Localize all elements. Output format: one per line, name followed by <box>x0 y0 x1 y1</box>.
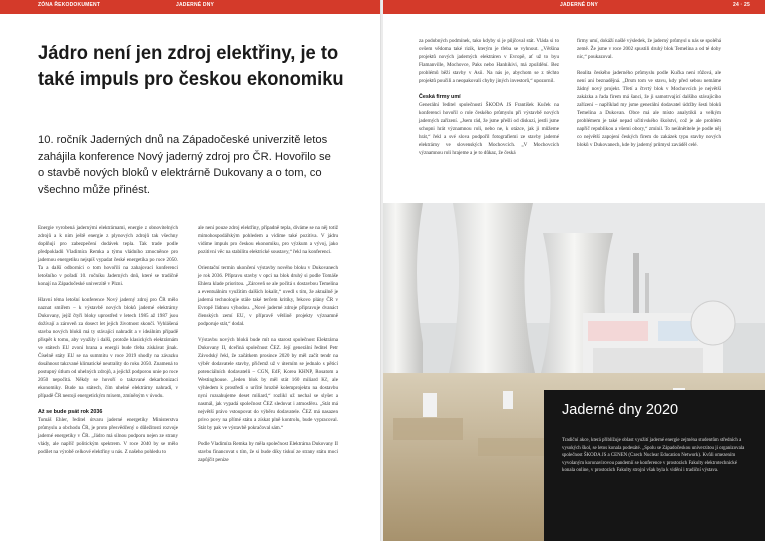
paragraph: firmy umí, dokáží našlé výsledek, že jaderný průmysl u nás se spoléhá země. Že jsme v roce 2002 spustili druhý blok Temelína a od té doby nic,“ poukazoval. <box>577 38 721 60</box>
infobox <box>544 390 765 541</box>
article-lead: 10. ročník Jaderných dnů na Západočeské univerzitě letos zahájila konference Nový jaderný zdroj pro ČR. Hovořilo se o stavbě nových bloků v elektrárně Dukovany a o tom, co všechno může přinést. <box>38 134 331 196</box>
infobox-title: Jaderné dny 2020 <box>562 402 679 418</box>
right-header-section: JADERNÉ DNY <box>560 2 599 8</box>
left-page <box>0 0 382 541</box>
paragraph: Tomáš Ehler, ředitel útvaru jaderné energetiky Ministerstva průmyslu a obchodu ČR, je proto přesvědčený o důležitosti rozvoje jaderné energetiky v ČR. „Jádro má silnou podporu nejen ze strany vlády, ale napříč politickým spektrem. V roce 2040 by se mělo podílet na výrobě celkové elektřiny u nás. Z našeho pohledu to <box>38 417 178 455</box>
right-header-bar <box>383 0 765 14</box>
left-column-2 <box>198 224 338 472</box>
infobox-text: Tradiční akce, která přiblížuje oblast využití jaderné energie zejména studentům středních a vysokých škol, se letos konala podesáté. „Spolu se Západočeskou univerzitou ji organizovala společnost ŠKODA JS a CENEN (Czech Nuclear Education Network). Kvůli omezením vyvolaným koronavirovou pandemií se konference v prostorách Fakulty elektrotechnické konala online, v prostorách Fakulty strojní však byla k vidění i tradiční výstava. <box>562 438 745 474</box>
paragraph: Orientační termín ukončení výstavby nového bloku v Dukovanech je rok 2036. Přípravu stavby v opci na blok druhý si podle Tomáše Ehlera klade prioritou. „Zároveň se ale počítá s dostavbou Temelína a eventuálním využitím dalších lokalit,“ uvedl s tím, že aktuálně je jaderná technologie stále také terčem kritiky, řekovo plány ČR v Evropě řádnou výhodou. „Nové jaderné zdroje připravuje dvanáct členských zemí EU, v přípravě většině projekty významně podporuje stát,“ dodal. <box>198 265 338 327</box>
paragraph: ale není pouze zdroj elektřiny, případně tepla, díváme se na něj totiž mimohospodářským pohledem a vidíme také pozitiva. V jádru vidíme impuls pro českou ekonomiku, pro výzkum a vývoj, jako pozitivní věc na stabilitu elektrické soustavy,“ řekl na konferenci. <box>198 225 338 255</box>
left-header-label: ZÓNA ŘEKODOKUMENT <box>38 2 101 8</box>
paragraph: Podle Vladimíra Remka by měla společnost Elektrárna Dukovany II stavbu financovat s tím, že si bude díky tiskuí ze strany státu moci zapůjčit peníze <box>198 441 338 463</box>
right-column-1 <box>419 37 559 165</box>
paragraph: Energie vyrobená jadernými elektrárnami, energie z obnovitelných zdrojů a k nim ještě energie z plynových zdrojů tak všechny doplňují pro zabezpečení dodávek tepla. Tak trade podle předpokladů Vladimíra Remka a týmu vládního zmocněnce pro jadernou energetiku nejspíš vypadat české energetika po roce 2050. Ta a další odborníci o tom hovořili na zahajovací konferenci letošního v pořadí 10. ročníku Jaderných dnů, které se tradičně konají na Západočeské univerzitě v Plzni. <box>38 225 178 287</box>
right-page <box>383 0 765 541</box>
left-column-1 <box>38 224 178 464</box>
subheading: Česká firmy umí <box>419 94 461 100</box>
paragraph: Hlavní téma letošní konference Nový jaderný zdroj pro ČR mělo naznat smířem – k výstavbě nových bloků jaderné elektrárny Dukovany, jejíž čtyři bloky uprostřed v letech 1985 až 1987 jsou dožívají a zároveň za dosect let jejich životnost skončí. Vyhlášená stavba nových bloků má ty stávající nahradit a v ideálním případě přispět k tomu, aby využily i další, protože klasických elektrárnám ve státech EU zvoní hrana a energii bude třeba získávat jinak. Číselně státy EU se na summitu v roce 2019 shodly na závazku dosáhnout takzvané klimatické neutrality do roku 2050. Znamená to postupný útlum od uhelných zdrojů, a jejichž podporou unie po roce 2050 nepočítá. Někdy se hovoří o takzvané dekarbonizaci ekonomiky. Bude na státech, čím uhelné elektrárny nahradí, v případě ČR nestojí energetickým mixem, zmíněným v úvodu. <box>38 297 178 399</box>
page-numbers: 24 · 25 <box>733 2 750 8</box>
paragraph: Výstavbu nových bloků bude mít na starost společnost Elektrárna Dukovany II, dceřiná společnost ČEZ. Její generální ředitel Petr Závodský řekl, že začátkem prosince 2020 by měl začít tendr na výběr dodavatele stavby, přičemž už v úterním se jednalo s pěticí potenciálních dodavatelů – CGN, EdF, Korea KHNP, Rosatom a Westinghouse. „Jeden blok by měl stát 160 miliard Kč, ale výhledem k prostředí o určité hrozbě kolemprojektu na dostavbu nyní rozsahujeme deset miliard,“ rozlikl už nechal se slyšet a nasmál, jak vypadá společnost ČEZ sledovat i atmosféru. „Stát má největší právo vstoupovat do výběru dodavatele. ČEZ má nasazen privo povy na přímé státu a získat plně kontrolu, bude vypracoval. Stát by pak ve výstavbě pokračoval sám.“ <box>198 337 338 431</box>
article-headline: Jádro není jen zdroj elektřiny, je to také impuls pro českou ekonomiku <box>38 42 344 90</box>
paragraph: za podobných podmínek, tako kdyby si je půjčoval stát. Vláda si to ovšem vědoma také rizik, kterým je třeba se vyhnout. „Většina projektů nových jaderných elektráren v Evropě, ať už to byu Flamanville, Mochovce, Paks nebo Hanhikivi, má zpoždění. Bez problémů běží stavby v Asii. Na nás je, abychom se z těchto projektů poučili a neopakovali chyby jiných investorů,“ upozornil. <box>419 38 559 84</box>
right-column-2 <box>577 37 721 157</box>
left-header-bar <box>0 0 382 14</box>
subheading: Až se bude psát rok 2036 <box>38 409 103 415</box>
paragraph: Realita českého jaderného průmyslu podle Kučka není růžová, ale není ani beznadějná. „Drsm tom ve stavu, kdy před sebou nemáme žádný nový projekt. Třetí a čtvrtý blok v Mochovcích je největší zakázka a řada firem má šanci, že ji samotrvající dalšího stávajícího zařízení – například my jsme generální dodavatel údržby šesti bloků Temelína a Dukovan. Obce má ale místo analytiků a velkým problémem je také nepad učitivského školství, což je ale problém napříč republikou a všemi obory,“ zmínil. To neúlnětitele je podle něj co největší zapojení českých firem do zakázek typu stavby nových bloků v Dukovanech, kde by jaderný průmysl zaváděl celé. <box>577 70 721 148</box>
paragraph: Generální ředitel společnosti ŠKODA JS František Kuček na konferenci hovořil o role českého průmyslu při výstavbě nových jaderných zařízení. „Jsem rád, že jsme přešli od diskuzí, jestli jsme schopni hrát významnou roli, nebo ne, k otázce, jak ji můžeme hrát,“ řekl a své slova podpořil fotografiemi ze stavby jaderné elektrárny ve slovenských Mochovcích. „V Mochovcích významnou roli hrajeme a je to důkaz, že česká <box>419 102 559 156</box>
left-header-section: JADERNÉ DNY <box>176 2 215 8</box>
